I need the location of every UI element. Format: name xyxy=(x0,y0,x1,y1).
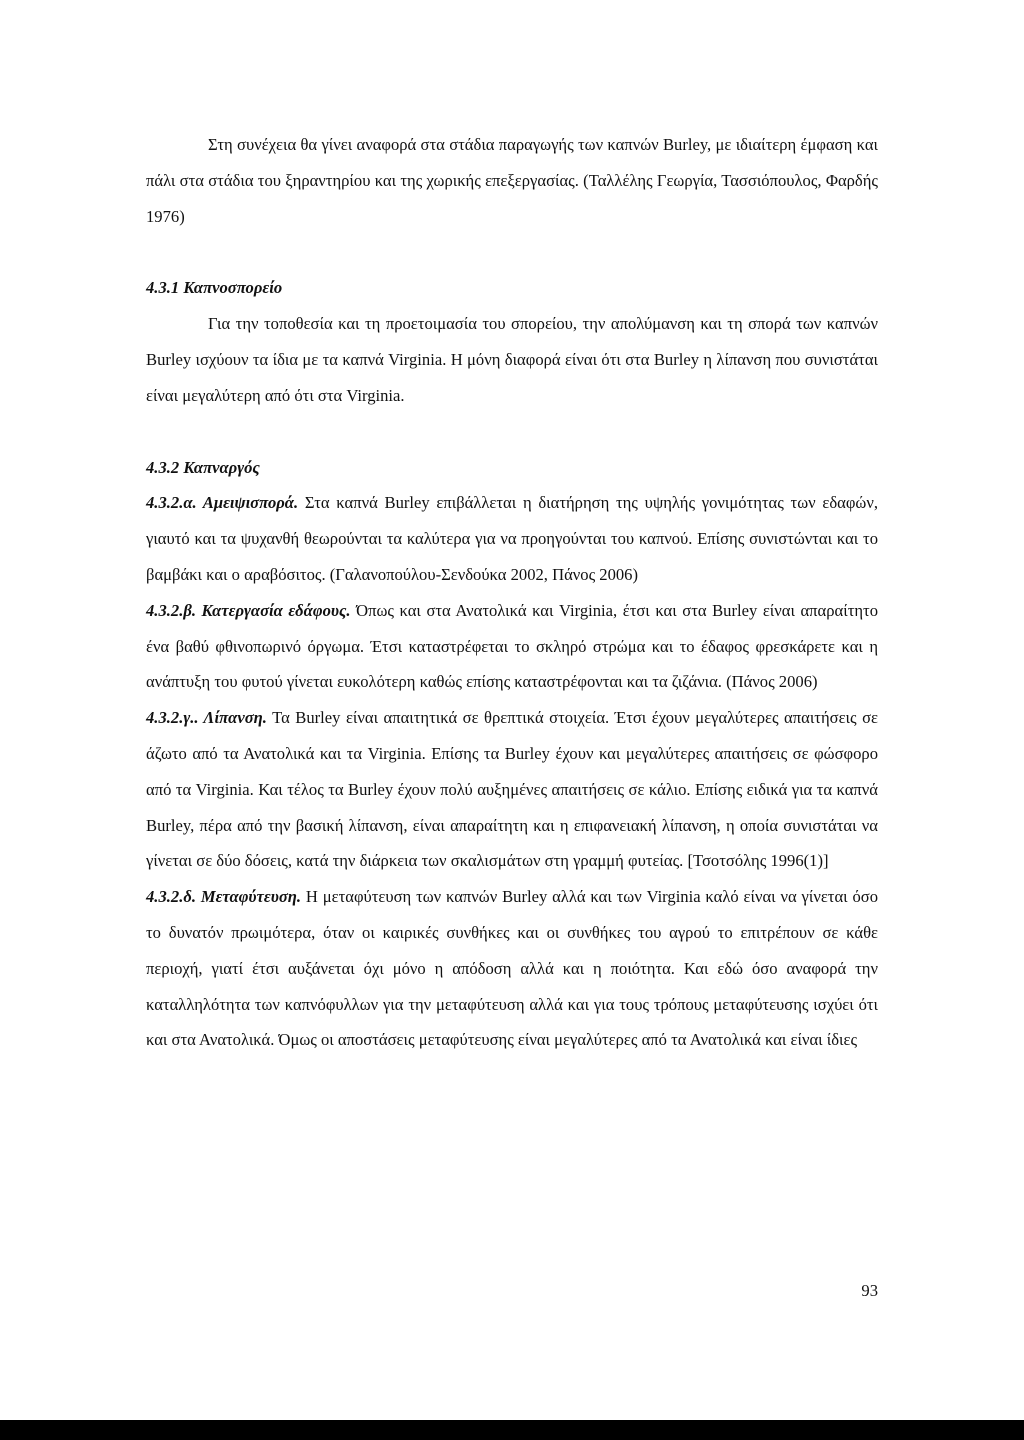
page-content xyxy=(146,127,878,1058)
intro-paragraph: Στη συνέχεια θα γίνει αναφορά στα στάδια παραγωγής των καπνών Burley, με ιδιαίτερη έμφαση και πάλι στα στάδια του ξηραντηρίου και της χωρικής επεξεργασίας. (Ταλλέλης Γεωργία, Τασσιόπουλος, Φαρδής 1976) xyxy=(146,135,878,226)
section-4-3-1-paragraph: Για την τοποθεσία και τη προετοιμασία του σπορείου, την απολύμανση και τη σπορά των καπνών Burley ισχύουν τα ίδια με τα καπνά Virginia. Η μόνη διαφορά είναι ότι στα Burley η λίπανση που συνιστάται είναι μεγαλύτερη από ότι στα Virginia. xyxy=(146,314,878,405)
subsection-text: Όπως και στα Ανατολικά και Virginia, έτσι και στα Burley είναι απαραίτητο ένα βαθύ φθινοπωρινό όργωμα. Έτσι καταστρέφεται το σκληρό στρώμα και το έδαφος φρεσκάρετε και η ανάπτυξη του φυτού γίνεται ευκολότερη καθώς επίσης καταστρέφονται και τα ζιζάνια. (Πάνος 2006) xyxy=(146,600,879,692)
subsection-label: 4.3.2.β. Κατεργασία εδάφους. xyxy=(146,600,351,620)
subsection-text: Η μεταφύτευση των καπνών Burley αλλά και των Virginia καλό είναι να γίνεται όσο το δυνατόν πρωιμότερα, όταν οι καιρικές συνθήκες και οι συνθήκες του αγρού το επιτρέπουν σε κάθε περιοχή, γιατί έτσι αυξάνεται όχι μόνο η απόδοση αλλά και η ποιότητα. Και εδώ όσο αναφορά την καταλληλότητα των καπνόφυλλων για την μεταφύτευση αλλά και για τους τρόπους μεταφύτευσης ισχύει ότι και στα Ανατολικά. Όμως οι αποστάσεις μεταφύτευσης είναι μεγαλύτερες από τα Ανατολικά και είναι ίδιες xyxy=(146,887,878,1050)
section-heading-4-3-1: 4.3.1 Καπνοσπορείο xyxy=(146,278,283,298)
section-heading-4-3-2: 4.3.2 Καπναργός xyxy=(146,457,260,477)
subsection-text: Στα καπνά Burley επιβάλλεται η διατήρηση της υψηλής γονιμότητας των εδαφών, γιαυτό και τα ψυχανθή θεωρούνται τα καλύτερα για να προηγούνται του καπνού. Επίσης συνιστώνται και το βαμβάκι και ο αραβόσιτος. (Γαλανοπούλου-Σενδούκα 2002, Πάνος 2006) xyxy=(146,493,878,584)
subsection-label: 4.3.2.γ.. Λίπανση. xyxy=(146,708,267,728)
scan-border xyxy=(0,1420,1024,1440)
subsection-soil-tillage xyxy=(146,593,878,700)
spacer xyxy=(146,414,878,450)
subsection-label: 4.3.2.α. Αμειψισπορά. xyxy=(146,493,299,513)
subsection-transplanting xyxy=(146,879,878,1058)
subsection-label: 4.3.2.δ. Μεταφύτευση. xyxy=(146,887,302,907)
subsection-text: Τα Burley είναι απαιτητικά σε θρεπτικά στοιχεία. Έτσι έχουν μεγαλύτερες απαιτήσεις σε άζωτο από τα Ανατολικά και τα Virginia. Επίσης τα Burley έχουν και μεγαλύτερες απαιτήσεις σε φώσφορο από τα Virginia. Και τέλος τα Burley έχουν πολύ αυξημένες απαιτήσεις σε κάλιο. Επίσης ειδικά για τα καπνά Burley, πέρα από την βασική λίπανση, είναι απαραίτητη και η επιφανειακή λίπανση, η οποία συνιστάται να γίνεται σε δύο δόσεις, κατά την διάρκεια των σκαλισμάτων στη γραμμή φυτείας. [Τσοτσόλης 1996(1)] xyxy=(146,708,878,871)
spacer xyxy=(146,234,878,270)
page-number: 93 xyxy=(861,1281,878,1300)
subsection-fertilization xyxy=(146,700,878,879)
subsection-crop-rotation xyxy=(146,485,878,592)
